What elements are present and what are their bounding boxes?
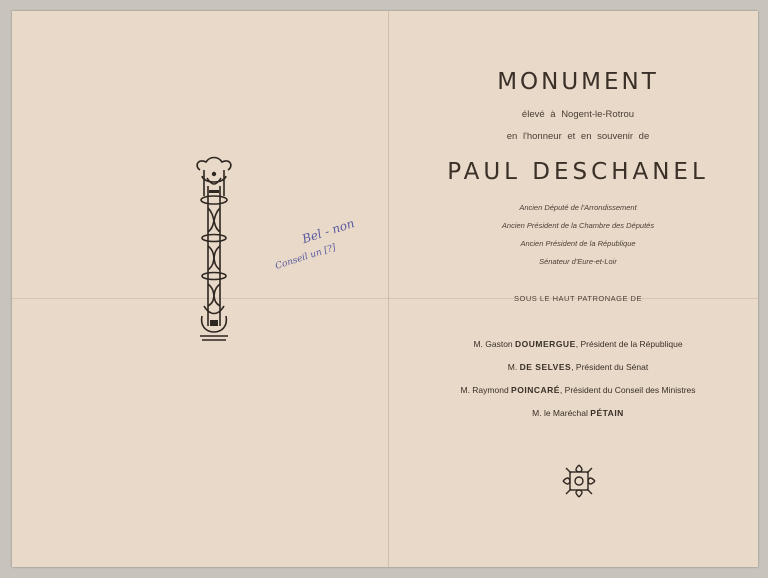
handwritten-line-2: Conseil un [?] [274,242,338,272]
honoree-titles [398,199,758,271]
patron-item [398,379,758,402]
ornamental-column-icon [190,156,238,356]
patron-prefix: M. Gaston [473,339,513,349]
patron-name: DE SELVES [519,362,572,372]
patronage-heading: SOUS LE HAUT PATRONAGE DE [514,294,642,303]
patron-prefix: M. le Maréchal [532,408,588,418]
handwritten-line-1: Bel - non [300,216,357,247]
patron-item [398,356,758,379]
patron-item [398,402,758,425]
fold-line-vertical [388,11,389,567]
handwritten-note [267,207,390,298]
document-sheet [12,11,758,567]
honoree-title-item: Ancien Président de la Chambre des Députés [501,221,655,230]
patron-role: , Président de la République [575,339,683,349]
patron-list [398,333,758,425]
patron-name: PÉTAIN [590,408,624,418]
patron-name: DOUMERGUE [515,339,576,349]
patron-name: POINCARÉ [511,385,560,395]
patron-item [398,333,758,356]
subtitle-location: élevé à Nogent-le-Rotrou [521,109,635,120]
subtitle-honour: en l'honneur et en souvenir de [506,131,650,142]
honoree-title-item: Ancien Président de la République [520,239,636,248]
honoree-title-item: Sénateur d'Eure-et-Loir [539,257,617,266]
patron-prefix: M. [507,362,518,372]
patron-role: , Président du Sénat [571,362,649,372]
document-title: MONUMENT [497,69,659,95]
patron-prefix: M. Raymond [460,385,509,395]
ornament-emblem-icon [562,463,596,499]
patron-role: , Président du Conseil des Ministres [559,385,696,395]
honoree-name: PAUL DESCHANEL [447,159,709,185]
honoree-title-item: Ancien Député de l'Arrondissement [519,203,637,212]
